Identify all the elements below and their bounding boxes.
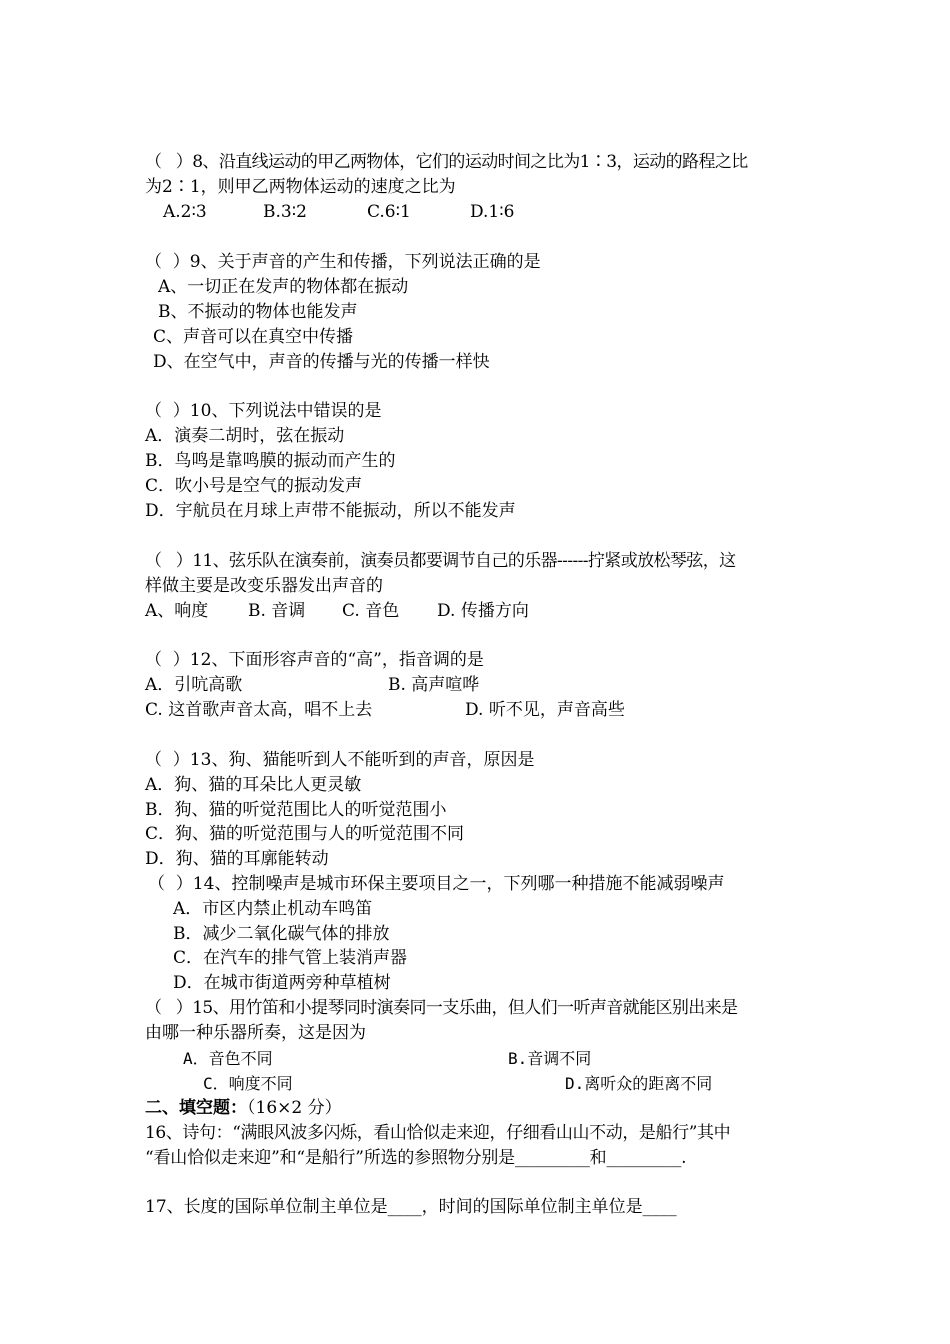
q12-option-d: D. 听不见，声音高些 <box>465 700 625 720</box>
q9-option-a: A、一切正在发声的物体都在振动 <box>158 277 409 297</box>
section-heading <box>145 1096 342 1121</box>
section-score: （16×2 分） <box>247 1098 342 1118</box>
q9-option-c: C、声音可以在真空中传播 <box>153 327 354 347</box>
q14-stem: （ ）14、控制噪声是城市环保主要项目之一，下列哪一种措施不能减弱噪声 <box>148 874 725 894</box>
q8-option-a: A.2∶3 <box>163 202 207 222</box>
q11-option-c: C. 音色 <box>342 601 400 621</box>
q16-line2: “看山恰似走来迎”和“是船行”所选的参照物分别是_________和_________. <box>145 1148 687 1168</box>
q14-option-d: D．在城市街道两旁种草植树 <box>173 973 391 993</box>
q10-option-a: A．演奏二胡时，弦在振动 <box>145 426 345 446</box>
q13-option-b: B．狗、猫的听觉范围比人的听觉范围小 <box>145 800 447 820</box>
q9-option-d: D、在空气中，声音的传播与光的传播一样快 <box>153 352 490 372</box>
q11-option-a: A、响度 <box>145 601 209 621</box>
q15-option-b: B.音调不同 <box>508 1049 592 1068</box>
q13-option-c: C．狗、猫的听觉范围与人的听觉范围不同 <box>145 824 465 844</box>
q15-option-a: A．音色不同 <box>183 1049 273 1068</box>
q11-option-d: D. 传播方向 <box>437 601 529 621</box>
q15-line1: （ ）15、用竹笛和小提琴同时演奏同一支乐曲，但人们一听声音就能区别出来是 <box>145 998 738 1018</box>
q15-line2: 由哪一种乐器所奏，这是因为 <box>145 1023 366 1043</box>
q13-option-a: A．狗、猫的耳朵比人更灵敏 <box>145 775 362 795</box>
q13-option-d: D．狗、猫的耳廓能转动 <box>145 849 329 869</box>
q8-option-c: C.6∶1 <box>367 202 411 222</box>
q17-text: 17、长度的国际单位制主单位是____，时间的国际单位制主单位是____ <box>145 1197 677 1217</box>
q14-option-a: A．市区内禁止机动车鸣笛 <box>173 899 373 919</box>
q15-option-c: C．响度不同 <box>203 1074 293 1093</box>
q8-option-b: B.3∶2 <box>263 202 307 222</box>
q12-option-c: C. 这首歌声音太高，唱不上去 <box>145 700 373 720</box>
q11-line2: 样做主要是改变乐器发出声音的 <box>145 576 383 596</box>
q11-line1: （ ）11、弦乐队在演奏前，演奏员都要调节自己的乐器------拧紧或放松琴弦，这 <box>145 551 736 571</box>
q10-stem: （ ）10、下列说法中错误的是 <box>145 401 382 421</box>
q14-option-b: B．减少二氧化碳气体的排放 <box>173 924 390 944</box>
section-title: 二、填空题： <box>145 1098 247 1118</box>
q10-option-b: B．鸟鸣是靠鸣膜的振动而产生的 <box>145 451 396 471</box>
q16-line1: 16、诗句：“满眼风波多闪烁，看山恰似走来迎，仔细看山山不动，是船行”其中 <box>145 1123 731 1143</box>
q8-line1: （ ）8、沿直线运动的甲乙两物体，它们的运动时间之比为1∶3，运动的路程之比 <box>145 152 748 172</box>
q14-option-c: C．在汽车的排气管上装消声器 <box>173 948 408 968</box>
q8-line2: 为2∶1，则甲乙两物体运动的速度之比为 <box>145 177 456 197</box>
q15-option-d: D.离听众的距离不同 <box>565 1074 713 1093</box>
q10-option-c: C．吹小号是空气的振动发声 <box>145 476 363 496</box>
q8-option-d: D.1∶6 <box>470 202 515 222</box>
q10-option-d: D．宇航员在月球上声带不能振动，所以不能发声 <box>145 501 516 521</box>
q9-option-b: B、不振动的物体也能发声 <box>158 302 358 322</box>
q12-option-a: A．引吭高歌 <box>145 675 243 695</box>
q12-option-b: B. 高声喧哗 <box>388 675 480 695</box>
q11-option-b: B. 音调 <box>248 601 306 621</box>
q12-stem: （ ）12、下面形容声音的“高”，指音调的是 <box>145 650 484 670</box>
q13-stem: （ ）13、狗、猫能听到人不能听到的声音，原因是 <box>145 750 535 770</box>
q9-stem: （ ）9、关于声音的产生和传播，下列说法正确的是 <box>145 252 541 272</box>
